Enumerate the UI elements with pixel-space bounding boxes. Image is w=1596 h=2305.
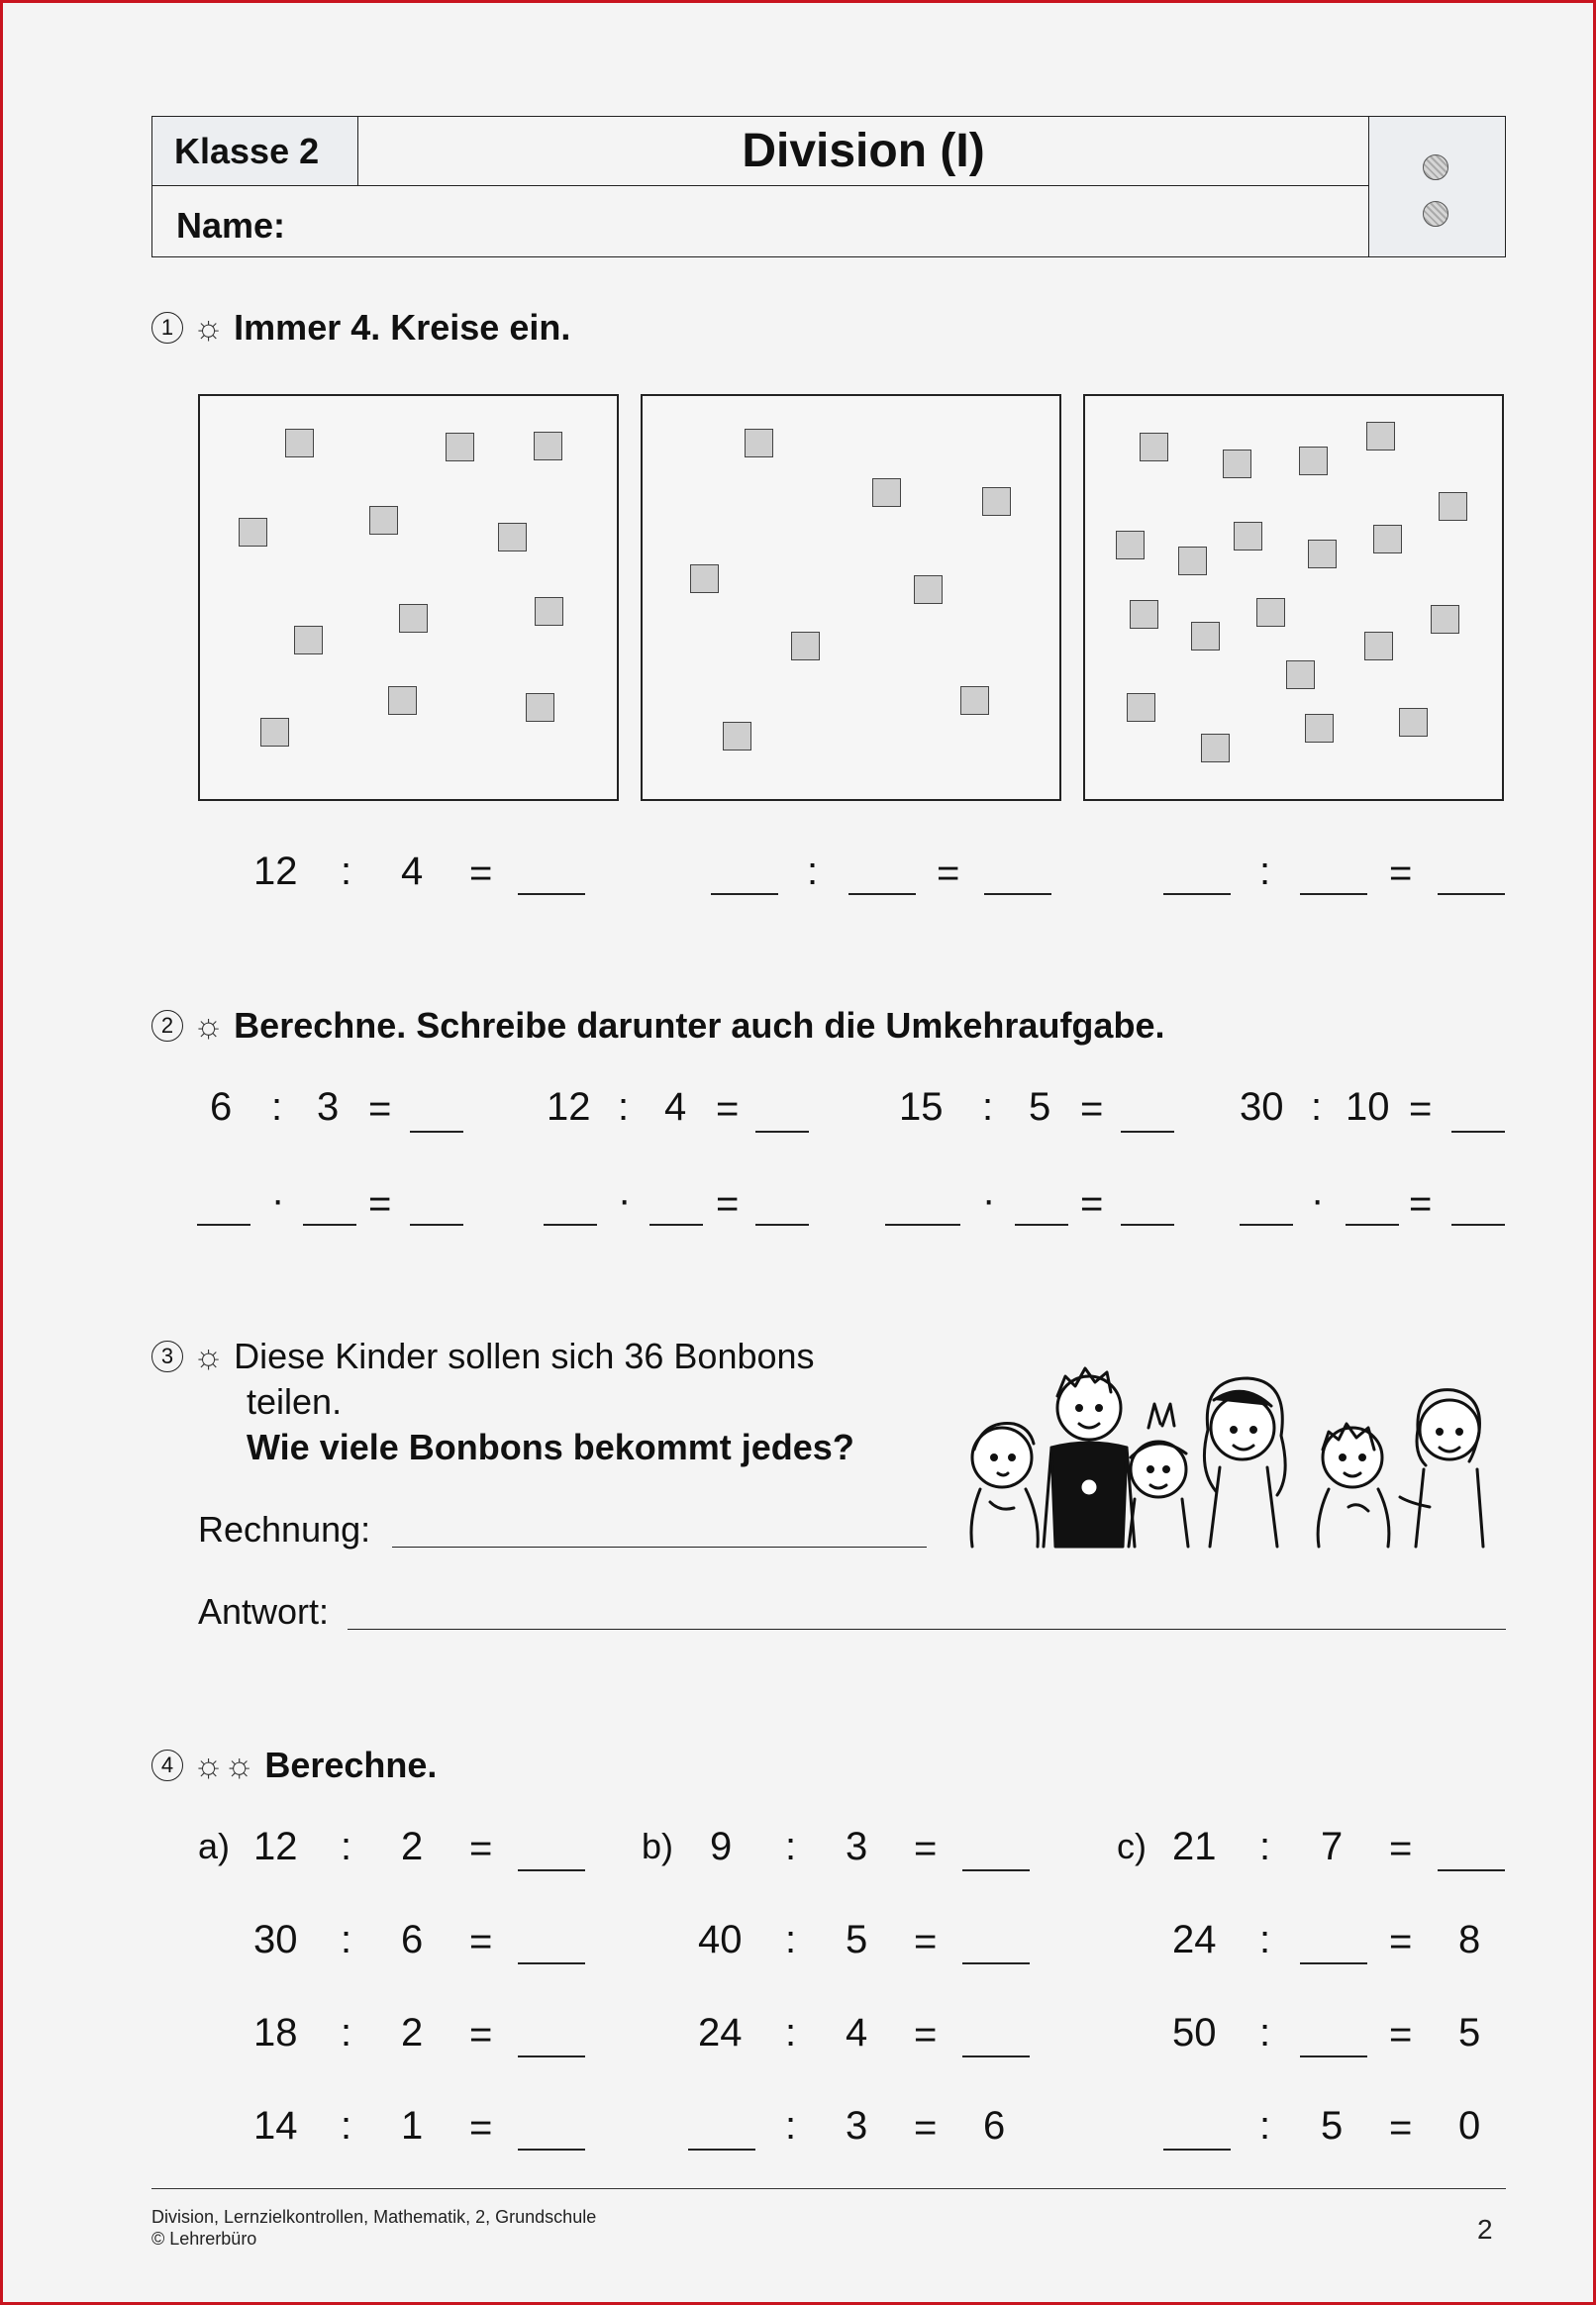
eq-divisor: 5	[1321, 2104, 1344, 2148]
footer-source: Division, Lernzielkontrollen, Mathematik, 2, Grundschule	[151, 2207, 597, 2227]
eq-equals: =	[1389, 1920, 1413, 1963]
eq-equals: =	[1389, 2013, 1413, 2056]
eq-operator: :	[807, 850, 819, 893]
eq-dividend: 12	[547, 1085, 591, 1129]
square-item	[791, 632, 820, 660]
antwort-label: Antwort:	[198, 1591, 330, 1632]
eq-dividend: 30	[1240, 1085, 1284, 1129]
eq-operator: :	[341, 1825, 352, 1868]
eq-equals: =	[914, 1920, 938, 1963]
antwort-line[interactable]	[348, 1629, 1506, 1630]
eq-dividend: 12	[253, 850, 298, 893]
eq-operator: :	[785, 2104, 797, 2148]
square-item	[914, 575, 943, 604]
task3-heading	[151, 1336, 815, 1377]
eq-dividend: 40	[698, 1918, 743, 1961]
square-item	[1201, 734, 1230, 762]
subtask-label-c: c)	[1117, 1826, 1147, 1866]
eq-equals: =	[368, 1087, 392, 1131]
eq-equals: =	[1409, 1087, 1433, 1131]
square-item	[1308, 540, 1337, 568]
dots-box-1[interactable]	[198, 394, 619, 801]
eq-operator: :	[618, 1085, 630, 1129]
answer-blank[interactable]	[518, 2055, 585, 2057]
answer-blank[interactable]	[1300, 893, 1367, 895]
square-item	[1399, 708, 1428, 737]
task-number-badge: 2	[151, 1010, 183, 1042]
name-label: Name:	[176, 205, 286, 246]
eq-operator: ·	[982, 1178, 996, 1222]
eq-divisor: 6	[401, 1918, 424, 1961]
square-item	[1439, 492, 1467, 521]
eq-equals: =	[469, 852, 493, 895]
eq-operator: :	[1259, 850, 1271, 893]
square-item	[1286, 660, 1315, 689]
subtask-label-b: b)	[642, 1826, 674, 1866]
eq-result: 5	[1458, 2011, 1481, 2054]
answer-blank[interactable]	[688, 2149, 755, 2151]
answer-blank[interactable]	[1240, 1224, 1293, 1226]
eq-divisor: 3	[317, 1085, 340, 1129]
eq-dividend: 24	[1172, 1918, 1217, 1961]
answer-blank[interactable]	[303, 1224, 356, 1226]
square-item	[745, 429, 773, 457]
dots-box-2[interactable]	[641, 394, 1061, 801]
class-label: Klasse 2	[152, 117, 358, 186]
answer-blank[interactable]	[518, 1962, 585, 1964]
answer-blank[interactable]	[1300, 2055, 1367, 2057]
answer-blank[interactable]	[410, 1131, 463, 1133]
square-item	[723, 722, 751, 751]
eq-result: 0	[1458, 2104, 1481, 2148]
answer-blank[interactable]	[962, 1962, 1030, 1964]
answer-blank[interactable]	[1346, 1224, 1399, 1226]
eq-dividend: 18	[253, 2011, 298, 2054]
answer-blank[interactable]	[984, 893, 1051, 895]
eq-dividend: 6	[210, 1085, 233, 1129]
eq-equals: =	[1389, 2106, 1413, 2150]
eq-operator: :	[341, 1918, 352, 1961]
worksheet-title: Division (I)	[358, 117, 1368, 186]
eq-equals: =	[1080, 1182, 1104, 1226]
eq-divisor: 5	[1029, 1085, 1051, 1129]
square-item	[239, 518, 267, 547]
sun-icon: ☼	[193, 308, 225, 347]
eq-dividend: 14	[253, 2104, 298, 2148]
answer-blank[interactable]	[755, 1131, 809, 1133]
square-item	[1191, 622, 1220, 651]
eq-divisor: 3	[846, 1825, 868, 1868]
sun-icon: ☼☼	[193, 1746, 255, 1784]
task2-title: Berechne. Schreibe darunter auch die Umkehraufgabe.	[234, 1005, 1165, 1046]
answer-blank[interactable]	[1300, 1962, 1367, 1964]
task3-question: Wie viele Bonbons bekommt jedes?	[247, 1427, 854, 1467]
task-number-badge: 1	[151, 312, 183, 344]
eq-equals: =	[937, 852, 960, 895]
eq-operator: :	[785, 1825, 797, 1868]
eq-divisor: 1	[401, 2104, 424, 2148]
answer-blank[interactable]	[962, 2055, 1030, 2057]
square-item	[534, 432, 562, 460]
footer-copyright: © Lehrerbüro	[151, 2229, 257, 2249]
eq-operator: :	[1259, 2104, 1271, 2148]
answer-blank[interactable]	[1121, 1224, 1174, 1226]
page-number: 2	[1477, 2214, 1493, 2245]
subtask-label-a: a)	[198, 1826, 231, 1866]
dots-box-3[interactable]	[1083, 394, 1504, 801]
square-item	[1130, 600, 1158, 629]
task3-line1: Diese Kinder sollen sich 36 Bonbons	[234, 1336, 815, 1376]
eq-divisor: 7	[1321, 1825, 1344, 1868]
eq-result: 6	[983, 2104, 1006, 2148]
answer-blank[interactable]	[1015, 1224, 1068, 1226]
square-item	[1364, 632, 1393, 660]
square-item	[526, 693, 554, 722]
eq-operator: :	[982, 1085, 994, 1129]
eq-operator: :	[1311, 1085, 1323, 1129]
eq-equals: =	[914, 1827, 938, 1870]
eq-equals: =	[1080, 1087, 1104, 1131]
square-item	[285, 429, 314, 457]
eq-equals: =	[1409, 1182, 1433, 1226]
task3-line2: teilen.	[247, 1381, 343, 1422]
eq-equals: =	[716, 1182, 740, 1226]
task4-heading	[151, 1745, 437, 1786]
eq-dividend: 12	[253, 1825, 298, 1868]
eq-operator: :	[341, 2011, 352, 2054]
answer-blank[interactable]	[1163, 893, 1231, 895]
answer-blank[interactable]	[755, 1224, 809, 1226]
square-item	[369, 506, 398, 535]
task1-title: Immer 4. Kreise ein.	[234, 307, 571, 348]
answer-blank[interactable]	[1438, 1869, 1505, 1871]
square-item	[1223, 450, 1251, 478]
eq-operator: :	[1259, 2011, 1271, 2054]
eq-divisor: 2	[401, 2011, 424, 2054]
difficulty-dot-icon	[1423, 201, 1448, 227]
answer-blank[interactable]	[1163, 2149, 1231, 2151]
square-item	[446, 433, 474, 461]
task2-heading	[151, 1005, 1164, 1047]
answer-blank[interactable]	[1451, 1131, 1505, 1133]
eq-equals: =	[469, 1827, 493, 1870]
square-item	[1178, 547, 1207, 575]
eq-operator: ·	[271, 1178, 285, 1222]
eq-operator: :	[341, 2104, 352, 2148]
eq-equals: =	[914, 2013, 938, 2056]
eq-equals: =	[469, 1920, 493, 1963]
square-item	[399, 604, 428, 633]
answer-blank[interactable]	[410, 1224, 463, 1226]
square-item	[388, 686, 417, 715]
answer-blank[interactable]	[518, 893, 585, 895]
square-item	[960, 686, 989, 715]
answer-blank[interactable]	[848, 893, 916, 895]
answer-blank[interactable]	[197, 1224, 250, 1226]
square-item	[1366, 422, 1395, 451]
name-field[interactable]	[152, 186, 1368, 256]
eq-equals: =	[716, 1087, 740, 1131]
square-item	[1373, 525, 1402, 553]
square-item	[872, 478, 901, 507]
eq-divisor: 4	[846, 2011, 868, 2054]
difficulty-panel	[1368, 117, 1505, 256]
eq-operator: :	[1259, 1918, 1271, 1961]
square-item	[982, 487, 1011, 516]
square-item	[1305, 714, 1334, 743]
answer-blank[interactable]	[1451, 1224, 1505, 1226]
eq-dividend: 9	[710, 1825, 733, 1868]
sun-icon: ☼	[193, 1006, 225, 1045]
answer-blank[interactable]	[544, 1224, 597, 1226]
eq-divisor: 4	[401, 850, 424, 893]
footer	[151, 2206, 596, 2250]
eq-dividend: 15	[899, 1085, 944, 1129]
answer-blank[interactable]	[518, 2149, 585, 2151]
task1-heading	[151, 307, 570, 349]
answer-blank[interactable]	[711, 893, 778, 895]
eq-operator: :	[271, 1085, 283, 1129]
square-item	[1299, 447, 1328, 475]
eq-divisor: 3	[846, 2104, 868, 2148]
answer-blank[interactable]	[962, 1869, 1030, 1871]
square-item	[690, 564, 719, 593]
square-item	[1140, 433, 1168, 461]
eq-operator: ·	[1311, 1178, 1325, 1222]
square-item	[1234, 522, 1262, 551]
eq-operator: :	[785, 2011, 797, 2054]
square-item	[535, 597, 563, 626]
eq-operator: :	[1259, 1825, 1271, 1868]
eq-divisor: 10	[1346, 1085, 1390, 1129]
answer-blank[interactable]	[1121, 1131, 1174, 1133]
answer-blank[interactable]	[1438, 893, 1505, 895]
footer-divider	[151, 2188, 1506, 2189]
square-item	[1431, 605, 1459, 634]
eq-divisor: 4	[664, 1085, 687, 1129]
square-item	[498, 523, 527, 551]
eq-dividend: 30	[253, 1918, 298, 1961]
answer-blank[interactable]	[518, 1869, 585, 1871]
eq-result: 8	[1458, 1918, 1481, 1961]
worksheet-header	[151, 116, 1506, 257]
eq-divisor: 2	[401, 1825, 424, 1868]
task-number-badge: 4	[151, 1750, 183, 1781]
eq-equals: =	[1389, 852, 1413, 895]
answer-blank[interactable]	[649, 1224, 703, 1226]
eq-operator: :	[785, 1918, 797, 1961]
eq-equals: =	[368, 1182, 392, 1226]
difficulty-dot-icon	[1423, 154, 1448, 180]
eq-dividend: 21	[1172, 1825, 1217, 1868]
square-item	[1256, 598, 1285, 627]
eq-equals: =	[914, 2106, 938, 2150]
eq-equals: =	[469, 2106, 493, 2150]
eq-operator: ·	[618, 1178, 632, 1222]
eq-equals: =	[469, 2013, 493, 2056]
rechnung-line[interactable]	[392, 1547, 927, 1548]
square-item	[1127, 693, 1155, 722]
eq-operator: :	[341, 850, 352, 893]
sun-icon: ☼	[193, 1337, 225, 1375]
eq-equals: =	[1389, 1827, 1413, 1870]
children-illustration	[960, 1358, 1505, 1552]
eq-divisor: 5	[846, 1918, 868, 1961]
eq-dividend: 50	[1172, 2011, 1217, 2054]
eq-dividend: 24	[698, 2011, 743, 2054]
task4-title: Berechne.	[264, 1745, 438, 1785]
square-item	[260, 718, 289, 747]
square-item	[1116, 531, 1145, 559]
rechnung-label: Rechnung:	[198, 1509, 371, 1550]
task-number-badge: 3	[151, 1341, 183, 1372]
square-item	[294, 626, 323, 654]
answer-blank[interactable]	[885, 1224, 960, 1226]
